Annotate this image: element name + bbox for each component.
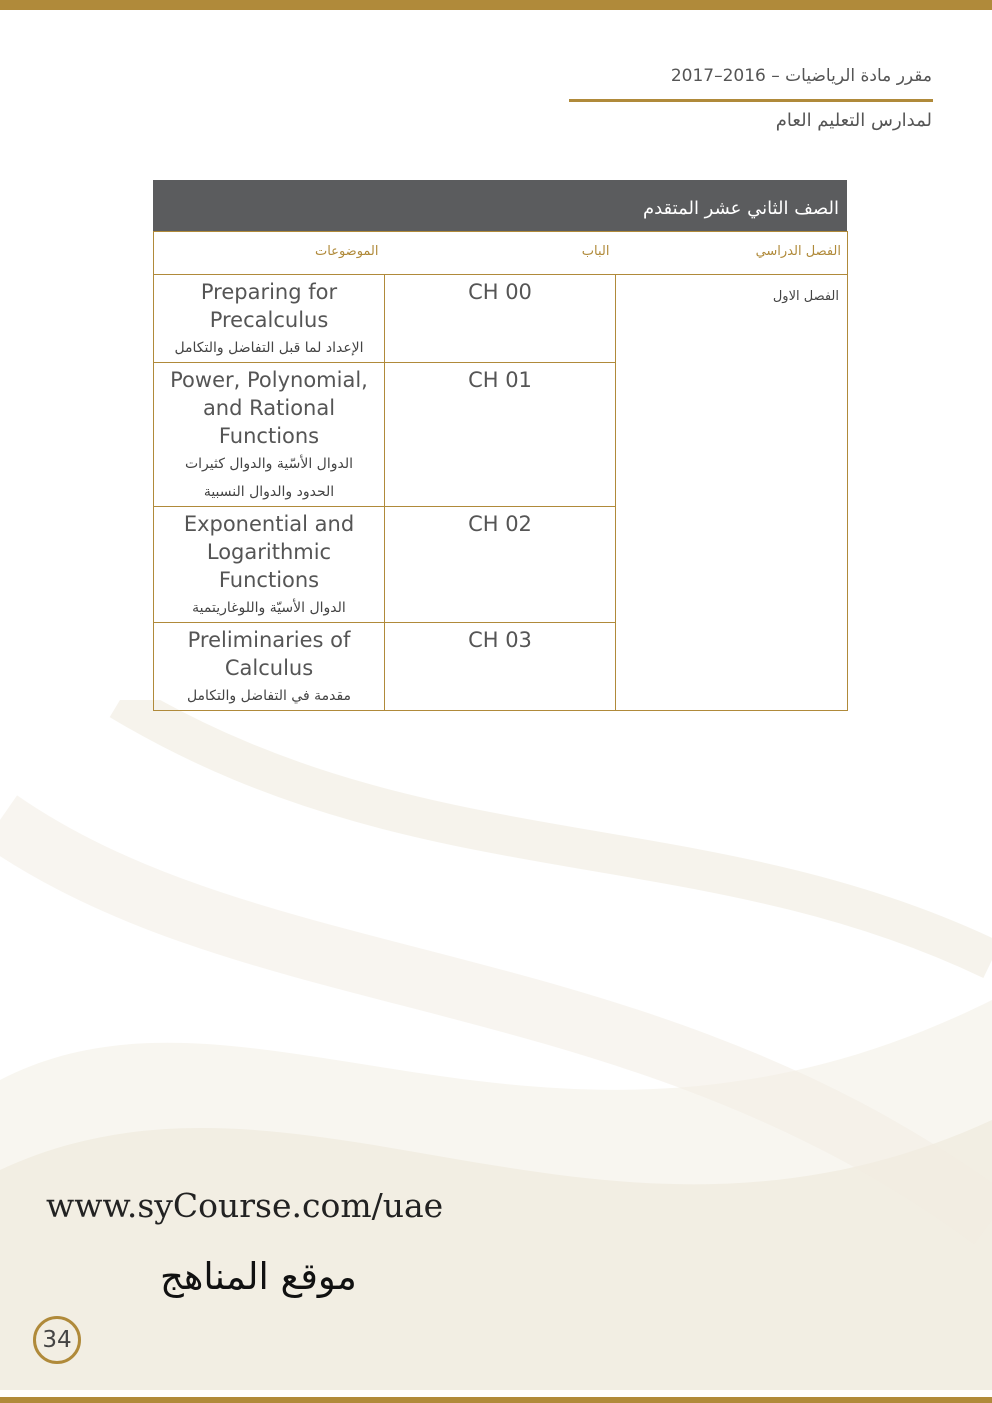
top-accent-bar <box>0 0 992 10</box>
chapter-code: CH 00 <box>468 280 532 304</box>
site-name: موقع المناهج <box>160 1255 357 1298</box>
topic-arabic: الإعداد لما قبل التفاضل والتكامل <box>174 340 364 356</box>
column-header-topics: الموضوعات <box>314 244 379 259</box>
column-header-semester: الفصل الدراسي <box>755 244 841 259</box>
table-row <box>154 275 848 363</box>
background-wave-decoration <box>0 700 992 1390</box>
semester-label: الفصل الاول <box>772 289 839 304</box>
topic-english: Power, Polynomial, and Rational Functions <box>170 368 368 448</box>
curriculum-table <box>153 180 847 711</box>
website-url: www.syCourse.com/uae <box>46 1186 444 1225</box>
topic-arabic: مقدمة في التفاضل والتكامل <box>186 688 352 704</box>
topic-english: Preliminaries of Calculus <box>187 628 351 680</box>
topic-arabic: الدوال الأسّية والدوال كثيرات الحدود والدوال النسبية <box>184 456 353 500</box>
header-divider <box>569 99 933 102</box>
chapter-code: CH 02 <box>468 512 532 536</box>
document-header-title: مقرر مادة الرياضيات – 2016–2017 <box>670 66 932 86</box>
chapter-code: CH 01 <box>468 368 532 392</box>
topic-arabic: الدوال الأسيّة واللوغاريتمية <box>192 600 346 616</box>
topic-english: Exponential and Logarithmic Functions <box>183 512 355 592</box>
column-header-chapter: الباب <box>581 244 610 259</box>
table-title: الصف الثاني عشر المتقدم <box>153 180 847 231</box>
page-number-badge: 34 <box>33 1316 81 1364</box>
column-header-row <box>154 232 848 275</box>
document-header-subtitle: لمدارس التعليم العام <box>775 110 932 131</box>
bottom-accent-bar <box>0 1397 992 1403</box>
chapter-code: CH 03 <box>468 628 532 652</box>
topic-english: Preparing for Precalculus <box>200 280 338 332</box>
